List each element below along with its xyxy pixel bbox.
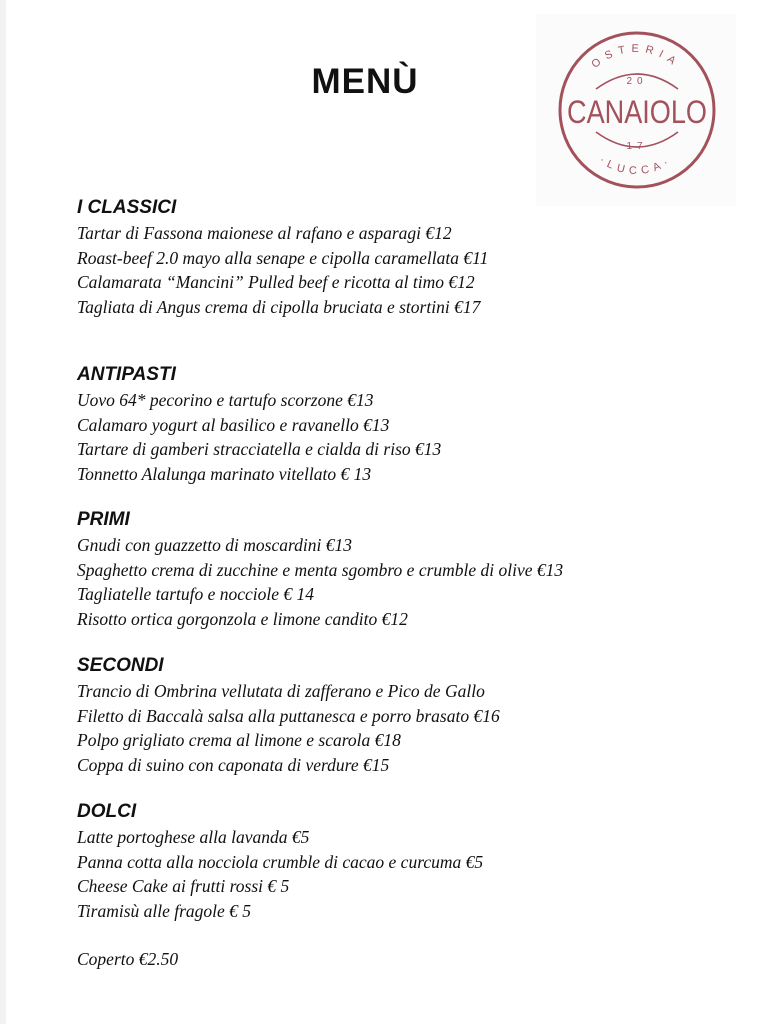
menu-item: Latte portoghese alla lavanda €5: [77, 827, 310, 847]
menu-item: Tagliatelle tartufo e nocciole € 14: [77, 584, 315, 604]
section-title: DOLCI: [77, 801, 137, 822]
menu-item: Trancio di Ombrina vellutata di zafferano e Pico de Gallo: [77, 681, 485, 701]
logo-year-bottom: 17: [626, 141, 648, 152]
section-dolci: [77, 800, 483, 923]
section-secondi: [77, 654, 500, 777]
menu-item: Tagliata di Angus crema di cipolla bruciata e stortini €17: [77, 296, 481, 317]
osteria-canaiolo-logo: [536, 14, 736, 206]
menu-item: Panna cotta alla nocciola crumble di cacao e curcuma €5: [77, 851, 484, 872]
svg-text:·LUCCA·: [597, 154, 675, 177]
menu-item: Uovo 64* pecorino e tartufo scorzone €13: [77, 390, 374, 410]
cover-charge: Coperto €2.50: [77, 949, 179, 969]
menu-item: Risotto ortica gorgonzola e limone candito €12: [77, 608, 408, 629]
section-title: SECONDI: [77, 655, 164, 676]
logo-bottom-text: ·LUCCA·: [597, 153, 675, 178]
svg-text:OSTERIA: [589, 43, 682, 71]
logo-name: CANAIOLO: [567, 94, 707, 130]
section-primi: [77, 508, 563, 631]
section-title: PRIMI: [77, 509, 130, 530]
menu-item: Spaghetto crema di zucchine e menta sgombro e crumble di olive €13: [77, 559, 564, 580]
section-classici: [77, 196, 488, 319]
menu-item: Calamaro yogurt al basilico e ravanello €13: [77, 414, 390, 435]
menu-item: Coppa di suino con caponata di verdure €15: [77, 754, 390, 775]
section-title: I CLASSICI: [77, 197, 177, 218]
menu-item: Roast-beef 2.0 mayo alla senape e cipolla caramellata €11: [77, 247, 489, 268]
menu-item: Calamarata “Mancini” Pulled beef e ricotta al timo €12: [77, 272, 475, 292]
menu-item: Cheese Cake ai frutti rossi € 5: [77, 876, 290, 896]
menu-item: Tiramisù alle fragole € 5: [77, 900, 252, 921]
menu-item: Polpo grigliato crema al limone e scarola €18: [77, 730, 401, 750]
menu-item: Tonnetto Alalunga marinato vitellato € 13: [77, 463, 372, 484]
page-title: MENÙ: [311, 62, 419, 101]
menu-item: Tartar di Fassona maionese al rafano e asparagi €12: [77, 223, 452, 243]
logo-year-top: 20: [626, 76, 648, 87]
menu-item: Filetto di Baccalà salsa alla puttanesca e porro brasato €16: [77, 705, 500, 726]
menu-item: Tartare di gamberi stracciatella e cialda di riso €13: [77, 439, 442, 459]
logo-top-text: OSTERIA: [589, 42, 683, 71]
menu-item: Gnudi con guazzetto di moscardini €13: [77, 535, 352, 555]
section-antipasti: [77, 363, 441, 486]
page-edge: [0, 0, 6, 1024]
section-title: ANTIPASTI: [77, 364, 176, 385]
